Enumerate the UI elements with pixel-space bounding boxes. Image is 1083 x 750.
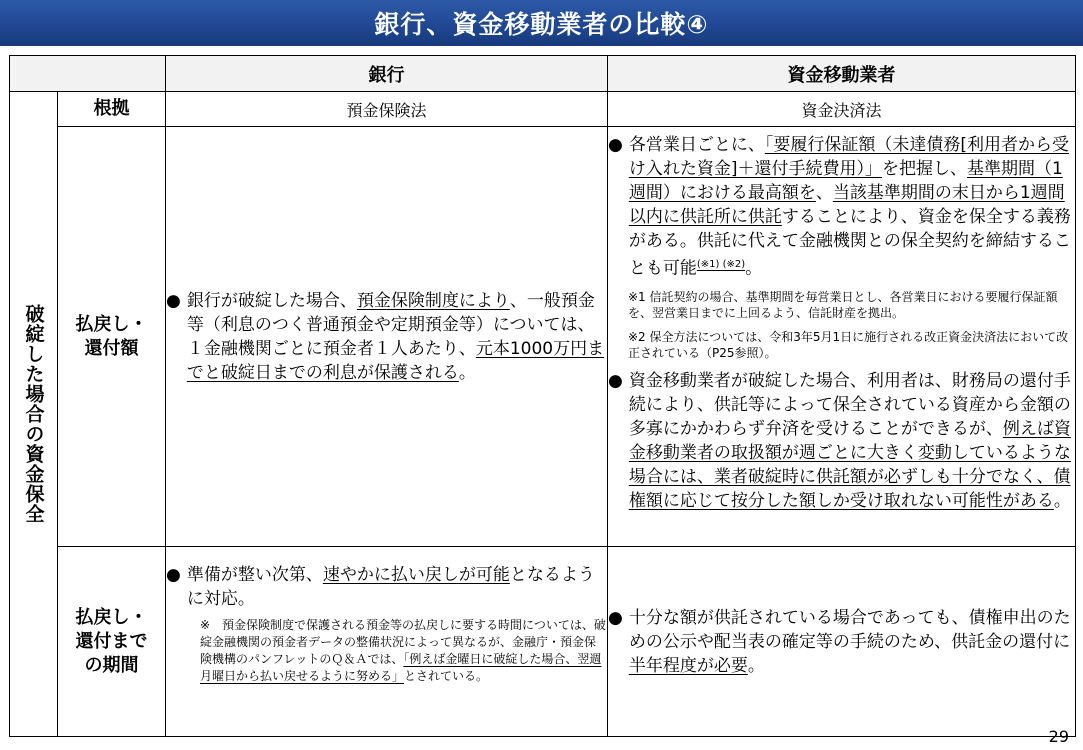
period-bank-text: 準備が整い次第、速やかに払い戻しが可能となるように対応。 xyxy=(186,565,595,609)
period-fund-text: 十分な額が供託されている場合であっても、債権申出のための公示や配当表の確定等の手続のため、供託金の還付に半年程度が必要。 xyxy=(628,607,1071,676)
refund-bank-text: 銀行が破綻した場合、預金保険制度により、一般預金等（利息のつく普通預金や定期預金等）については、１金融機関ごとに預金者１人あたり、元本1000万円までと破綻日までの利息が保護される。 xyxy=(186,290,605,383)
basis-row xyxy=(10,92,1076,127)
bullet-icon: ● xyxy=(608,135,623,155)
refund-bank-cell xyxy=(166,127,608,547)
page-number: 29 xyxy=(1048,727,1069,746)
refund-label xyxy=(58,127,166,547)
side-label-cell xyxy=(10,92,58,737)
period-bank-note: ※ 預金保険制度で保護される預金等の払戻しに要する時間については、破綻金融機関の預金者データの整備状況によって異なるが、金融庁・預金保険機構のパンフレットのＱ＆Ａでは、「例えば金曜日に破綻した場合、翌週月曜日から払い戻せるように努める」とされている。 xyxy=(200,618,606,683)
side-label: 破綻した場合の資金保全 xyxy=(22,304,45,524)
basis-bank: 預金保険法 xyxy=(166,92,608,127)
refund-fund-text-1: 各営業日ごとに、「要履行保証額（未達債務[利用者から受け入れた資金]＋還付手続費用）」を把握し、基準期間（1週間）における最高額を、当該基準期間の末日から1週間以内に供託所に供託することにより、資金を保全する義務がある。供託に代えて金融機関との保全契約を締結することも可能$^{(※1) (※2)}$。 xyxy=(628,135,1071,279)
period-label-line1: 払戻し・ xyxy=(75,606,148,628)
period-label-line2: 還付まで xyxy=(75,630,148,652)
header-bank: 銀行 xyxy=(166,56,608,92)
refund-row xyxy=(10,127,1076,547)
refund-label-line2: 還付額 xyxy=(84,337,139,359)
basis-fund: 資金決済法 xyxy=(608,92,1076,127)
refund-fund-text-2: 資金移動業者が破綻した場合、利用者は、財務局の還付手続により、供託等によって保全されている資産から金額の多寡にかかわらず弁済を受けることができるが、例えば資金移動業者の取扱額が週ごとに大きく変動しているような場合には、業者破綻時に供託額が必ずしも十分でなく、債権額に応じて按分した額しか受け取れない可能性がある。 xyxy=(628,370,1071,511)
period-fund-bullet xyxy=(608,606,1075,678)
bullet-icon: ● xyxy=(608,370,623,391)
period-label-line3: の期間 xyxy=(84,654,139,676)
refund-bank-bullet xyxy=(166,289,607,385)
header-blank xyxy=(10,56,166,92)
period-fund-cell xyxy=(608,547,1076,737)
period-bank-cell xyxy=(166,547,608,737)
bullet-icon: ● xyxy=(166,290,181,311)
basis-label: 根拠 xyxy=(58,92,166,127)
bullet-icon: ● xyxy=(166,565,181,585)
refund-fund-bullet-1 xyxy=(608,133,1075,281)
footnote-2: ※2 保全方法については、令和3年5月1日に施行される改正資金決済法において改正されている（P25参照）。 xyxy=(628,329,1069,360)
footnote-1: ※1 信託契約の場合、基準期間を毎営業日とし、各営業日における要履行保証額を、翌営業日までに上回るよう、信託財産を拠出。 xyxy=(628,289,1058,320)
page-title: 銀行、資金移動業者の比較④ xyxy=(0,0,1083,46)
bullet-icon: ● xyxy=(608,607,623,628)
header-fund-transfer: 資金移動業者 xyxy=(608,56,1076,92)
period-label xyxy=(58,547,166,737)
period-row xyxy=(10,547,1076,737)
period-bank-bullet xyxy=(166,563,607,611)
table-header-row xyxy=(10,56,1076,92)
refund-fund-cell xyxy=(608,127,1076,547)
refund-fund-bullet-2 xyxy=(608,369,1075,513)
refund-label-line1: 払戻し・ xyxy=(75,313,148,335)
comparison-table xyxy=(9,55,1076,737)
